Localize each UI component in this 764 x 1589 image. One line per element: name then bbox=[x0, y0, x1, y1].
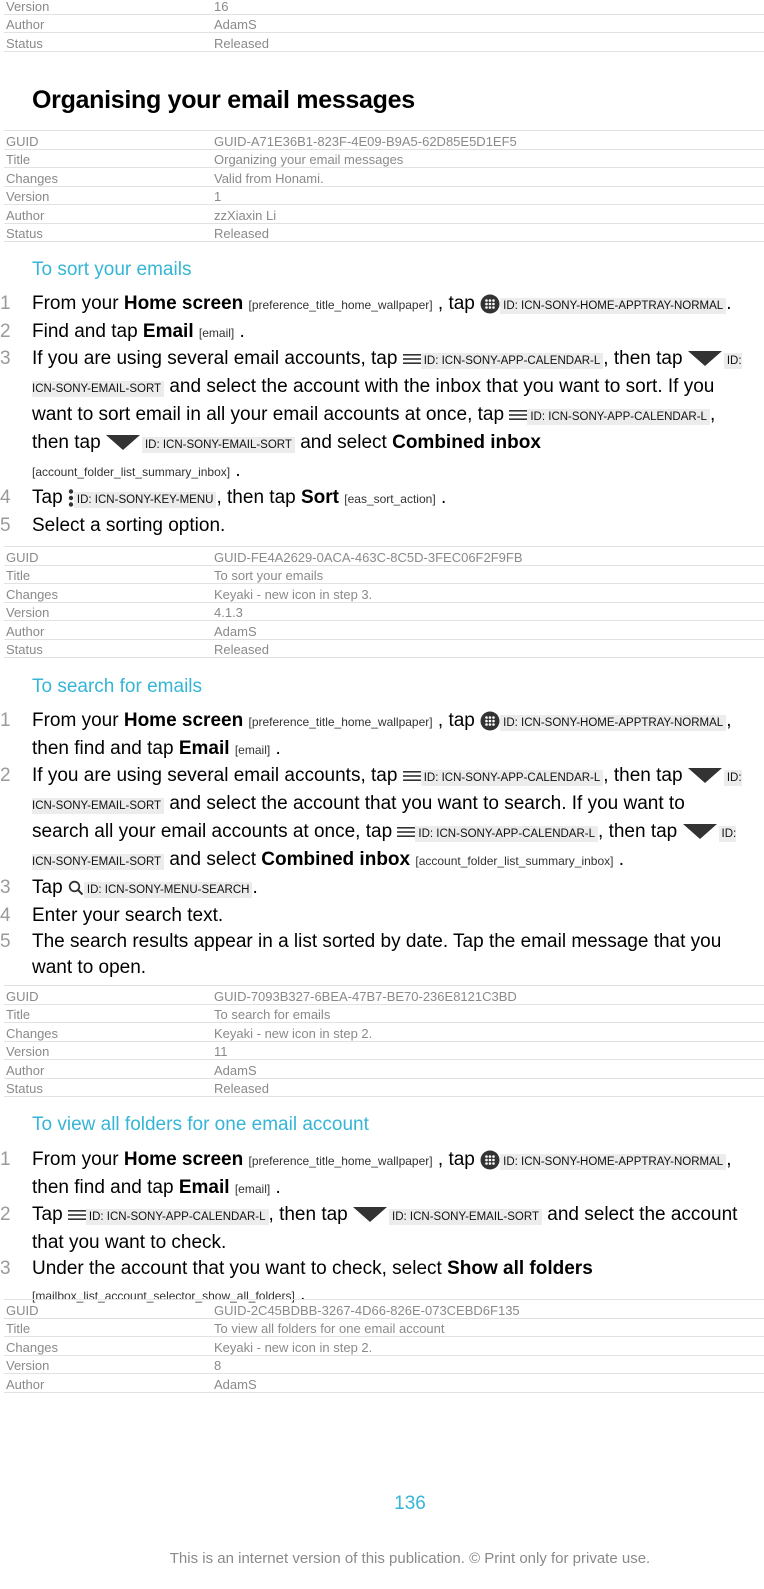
step-text: If you are using several email accounts, tap bbox=[32, 348, 398, 369]
step-text: , bbox=[598, 821, 604, 842]
table-row bbox=[4, 639, 764, 658]
step-text: If you are using several email accounts, tap bbox=[32, 765, 398, 786]
step-text: , then find and tap bbox=[32, 1149, 732, 1198]
string-ref: [account_folder_list_summary_inbox] bbox=[415, 854, 614, 868]
step bbox=[0, 319, 764, 346]
sort-metadata-table bbox=[4, 546, 764, 658]
table-row bbox=[4, 0, 764, 14]
table-row bbox=[4, 547, 764, 566]
string-ref: [preference_title_home_wallpaper] bbox=[248, 715, 433, 729]
step-number: 3 bbox=[0, 348, 11, 369]
table-row bbox=[4, 1318, 764, 1337]
ui-label: Email bbox=[142, 321, 194, 342]
calendar-list-icon bbox=[397, 825, 415, 839]
step-number: 5 bbox=[0, 931, 11, 952]
search-metadata-table bbox=[4, 985, 764, 1097]
search-steps bbox=[0, 708, 764, 981]
apptray-icon bbox=[480, 294, 500, 314]
table-value: To search for emails bbox=[212, 1004, 764, 1023]
table-value: GUID-A71E36B1-823F-4E09-B9A5-62D85E5D1EF5 bbox=[212, 131, 764, 150]
step bbox=[0, 763, 764, 875]
string-ref: [mailbox_list_account_selector_show_all_folders] bbox=[32, 1289, 295, 1303]
apptray-icon bbox=[480, 1150, 500, 1170]
ui-label: Combined inbox bbox=[261, 849, 411, 870]
table-row bbox=[4, 168, 764, 187]
table-key: Changes bbox=[4, 1337, 212, 1356]
section-title-folders: To view all folders for one email account bbox=[32, 1114, 369, 1135]
table-value: AdamS bbox=[212, 1374, 764, 1393]
table-value: Keyaki - new icon in step 3. bbox=[212, 584, 764, 603]
step-text: From your bbox=[32, 293, 119, 314]
icon-id-label: ID: ICN-SONY-APP-CALENDAR-L bbox=[86, 1209, 269, 1225]
step-number: 1 bbox=[0, 710, 11, 731]
table-key: GUID bbox=[4, 547, 212, 566]
string-ref: [email] bbox=[234, 743, 271, 757]
step-text: and select the account with the inbox that you want to sort. If you want to sort email in all your email accounts at once, tap bbox=[32, 376, 715, 425]
step bbox=[0, 1147, 764, 1202]
string-ref: [account_folder_list_summary_inbox] bbox=[32, 465, 231, 479]
icon-id-label: ID: ICN-SONY-HOME-APPTRAY-NORMAL bbox=[500, 1154, 726, 1170]
string-ref: [eas_sort_action] bbox=[344, 492, 436, 506]
table-row bbox=[4, 1023, 764, 1042]
calendar-list-icon bbox=[403, 769, 421, 783]
step bbox=[0, 875, 764, 903]
icon-id-label: ID: ICN-SONY-APP-CALENDAR-L bbox=[421, 770, 604, 786]
table-value: 11 bbox=[212, 1041, 764, 1060]
step-text: . bbox=[235, 460, 241, 481]
footer-notice: This is an internet version of this publication. © Print only for private use. bbox=[169, 1550, 651, 1567]
step bbox=[0, 485, 764, 513]
table-value: 1 bbox=[212, 186, 764, 205]
table-value: GUID-2C45BDBB-3267-4D66-826E-073CEBD6F135 bbox=[212, 1300, 764, 1319]
table-value: 16 bbox=[212, 0, 764, 14]
step-text: and select bbox=[169, 849, 256, 870]
table-key: GUID bbox=[4, 1300, 212, 1319]
step-text: The search results appear in a list sorted by date. Tap the email message that you want to open. bbox=[32, 931, 722, 978]
section-title-search: To search for emails bbox=[32, 676, 203, 697]
table-value: 4.1.3 bbox=[212, 602, 764, 621]
table-value: To sort your emails bbox=[212, 565, 764, 584]
step-text: , then tap bbox=[216, 487, 296, 508]
step-text: , tap bbox=[437, 293, 475, 314]
table-key: GUID bbox=[4, 986, 212, 1005]
email-sort-icon bbox=[683, 824, 717, 839]
table-key: Version bbox=[4, 1041, 212, 1060]
step-number: 4 bbox=[0, 487, 11, 508]
step bbox=[0, 513, 764, 539]
step-text: , then tap bbox=[603, 348, 683, 369]
icon-id-label: ID: ICN-SONY-EMAIL-SORT bbox=[32, 828, 737, 868]
table-value: Released bbox=[212, 33, 764, 52]
step-text: . bbox=[300, 1284, 306, 1305]
table-key: Author bbox=[4, 205, 212, 224]
step-text: From your bbox=[32, 710, 119, 731]
icon-id-label: ID: ICN-SONY-EMAIL-SORT bbox=[32, 355, 742, 395]
table-row bbox=[4, 149, 764, 168]
table-row bbox=[4, 584, 764, 603]
search-icon bbox=[68, 880, 84, 896]
section-title-sort: To sort your emails bbox=[32, 259, 192, 280]
step-number: 2 bbox=[0, 765, 11, 786]
table-key: GUID bbox=[4, 131, 212, 150]
table-row bbox=[4, 1004, 764, 1023]
ui-label: Show all folders bbox=[447, 1258, 593, 1279]
table-row bbox=[4, 1300, 764, 1319]
apptray-icon bbox=[480, 711, 500, 731]
icon-id-label: ID: ICN-SONY-APP-CALENDAR-L bbox=[527, 409, 710, 425]
step-text: Tap bbox=[32, 487, 63, 508]
table-row bbox=[4, 621, 764, 640]
table-row bbox=[4, 1337, 764, 1356]
step-text: Tap bbox=[32, 877, 63, 898]
table-value: GUID-7093B327-6BEA-47B7-BE70-236E8121C3BD bbox=[212, 986, 764, 1005]
step bbox=[0, 346, 764, 485]
calendar-list-icon bbox=[509, 408, 527, 422]
table-value: Keyaki - new icon in step 2. bbox=[212, 1337, 764, 1356]
step-number: 1 bbox=[0, 293, 11, 314]
table-value: Released bbox=[212, 639, 764, 658]
step-text: Find and tap bbox=[32, 321, 138, 342]
step-number: 1 bbox=[0, 1149, 11, 1170]
step-text: . bbox=[618, 849, 625, 870]
step-number: 4 bbox=[0, 905, 11, 926]
table-row bbox=[4, 602, 764, 621]
calendar-list-icon bbox=[403, 352, 421, 366]
table-value: AdamS bbox=[212, 621, 764, 640]
table-row bbox=[4, 1060, 764, 1079]
table-key: Version bbox=[4, 602, 212, 621]
table-key: Author bbox=[4, 621, 212, 640]
table-row bbox=[4, 14, 764, 33]
table-row bbox=[4, 223, 764, 242]
step-text: and select bbox=[300, 432, 387, 453]
step-number: 5 bbox=[0, 515, 11, 536]
calendar-list-icon bbox=[68, 1208, 86, 1222]
heading-metadata-table bbox=[4, 130, 764, 242]
table-key: Version bbox=[4, 186, 212, 205]
step-text: . bbox=[252, 877, 258, 898]
email-sort-icon bbox=[353, 1207, 387, 1222]
step-text: , then tap bbox=[32, 404, 716, 453]
icon-id-label: ID: ICN-SONY-EMAIL-SORT bbox=[389, 1209, 542, 1225]
step-text: From your bbox=[32, 1149, 119, 1170]
table-value: Organizing your email messages bbox=[212, 149, 764, 168]
table-value: Released bbox=[212, 223, 764, 242]
table-key: Title bbox=[4, 1004, 212, 1023]
table-key: Version bbox=[4, 1355, 212, 1374]
icon-id-label: ID: ICN-SONY-APP-CALENDAR-L bbox=[421, 353, 604, 369]
step-text: , then find and tap bbox=[32, 710, 732, 759]
step-text: Enter your search text. bbox=[32, 905, 224, 926]
ui-label: Email bbox=[178, 1177, 230, 1198]
page-number: 136 bbox=[394, 1493, 426, 1514]
email-sort-icon bbox=[688, 768, 722, 783]
step-text: , then tap bbox=[268, 1204, 348, 1225]
string-ref: [email] bbox=[198, 326, 235, 340]
step-number: 2 bbox=[0, 1204, 11, 1225]
table-key: Author bbox=[4, 1374, 212, 1393]
ui-label: Sort bbox=[300, 487, 339, 508]
table-value: Released bbox=[212, 1078, 764, 1097]
step-text: then tap bbox=[608, 821, 678, 842]
step-text: Select a sorting option. bbox=[32, 515, 226, 536]
sort-steps bbox=[0, 291, 764, 539]
table-key: Author bbox=[4, 1060, 212, 1079]
icon-id-label: ID: ICN-SONY-MENU-SEARCH bbox=[84, 882, 253, 898]
step-text: . bbox=[726, 293, 732, 314]
step-text: , then tap bbox=[603, 765, 683, 786]
table-key: Status bbox=[4, 1078, 212, 1097]
icon-id-label: ID: ICN-SONY-HOME-APPTRAY-NORMAL bbox=[500, 298, 726, 314]
icon-id-label: ID: ICN-SONY-APP-CALENDAR-L bbox=[415, 826, 598, 842]
table-row bbox=[4, 1078, 764, 1097]
table-row bbox=[4, 205, 764, 224]
folders-steps bbox=[0, 1147, 764, 1309]
table-row bbox=[4, 1041, 764, 1060]
table-key: Status bbox=[4, 223, 212, 242]
table-value: Keyaki - new icon in step 2. bbox=[212, 1023, 764, 1042]
step-text: , tap bbox=[437, 1149, 475, 1170]
table-key: Title bbox=[4, 565, 212, 584]
step-text: and select the account that you want to search. If you want to search all your email accounts at once, tap bbox=[32, 793, 685, 842]
table-row bbox=[4, 1374, 764, 1393]
ui-label: Home screen bbox=[123, 293, 244, 314]
step-text: Under the account that you want to check, select bbox=[32, 1258, 442, 1279]
step bbox=[0, 903, 764, 929]
step-number: 3 bbox=[0, 1258, 11, 1279]
table-row bbox=[4, 1355, 764, 1374]
step bbox=[0, 291, 764, 319]
page-title: Organising your email messages bbox=[32, 86, 415, 114]
step-text: . bbox=[275, 738, 281, 759]
step bbox=[0, 1202, 764, 1256]
table-row bbox=[4, 33, 764, 52]
icon-id-label: ID: ICN-SONY-HOME-APPTRAY-NORMAL bbox=[500, 715, 726, 731]
table-value: AdamS bbox=[212, 14, 764, 33]
table-key: Changes bbox=[4, 584, 212, 603]
icon-id-label: ID: ICN-SONY-KEY-MENU bbox=[74, 492, 217, 508]
table-key: Title bbox=[4, 149, 212, 168]
ui-label: Home screen bbox=[123, 710, 244, 731]
table-key: Changes bbox=[4, 1023, 212, 1042]
step-number: 3 bbox=[0, 877, 11, 898]
string-ref: [preference_title_home_wallpaper] bbox=[248, 298, 433, 312]
ui-label: Home screen bbox=[123, 1149, 244, 1170]
top-metadata-table bbox=[4, 0, 764, 52]
table-key: Version bbox=[4, 0, 212, 14]
table-key: Changes bbox=[4, 168, 212, 187]
table-value: AdamS bbox=[212, 1060, 764, 1079]
step-text: . bbox=[239, 321, 245, 342]
folders-metadata-table bbox=[4, 1299, 764, 1393]
table-value: zzXiaxin Li bbox=[212, 205, 764, 224]
step-text: . bbox=[275, 1177, 281, 1198]
icon-id-label: ID: ICN-SONY-EMAIL-SORT bbox=[142, 437, 295, 453]
table-row bbox=[4, 986, 764, 1005]
step-text: . bbox=[440, 487, 447, 508]
email-sort-icon bbox=[106, 435, 140, 450]
table-row bbox=[4, 186, 764, 205]
icon-id-label: ID: ICN-SONY-EMAIL-SORT bbox=[32, 772, 742, 812]
step bbox=[0, 929, 764, 981]
step-text: and select the account that you want to check. bbox=[32, 1204, 738, 1253]
table-key: Author bbox=[4, 14, 212, 33]
table-value: GUID-FE4A2629-0ACA-463C-8C5D-3FEC06F2F9FB bbox=[212, 547, 764, 566]
table-key: Title bbox=[4, 1318, 212, 1337]
string-ref: [email] bbox=[234, 1182, 271, 1196]
step bbox=[0, 708, 764, 763]
table-value: 8 bbox=[212, 1355, 764, 1374]
ui-label: Email bbox=[178, 738, 230, 759]
table-key: Status bbox=[4, 639, 212, 658]
table-value: Valid from Honami. bbox=[212, 168, 764, 187]
table-row bbox=[4, 131, 764, 150]
ui-label: Combined inbox bbox=[392, 432, 541, 453]
step-number: 2 bbox=[0, 321, 11, 342]
step-text: , tap bbox=[437, 710, 475, 731]
table-key: Status bbox=[4, 33, 212, 52]
step-text: Tap bbox=[32, 1204, 63, 1225]
string-ref: [preference_title_home_wallpaper] bbox=[248, 1154, 433, 1168]
table-value: To view all folders for one email account bbox=[212, 1318, 764, 1337]
email-sort-icon bbox=[688, 351, 722, 366]
table-row bbox=[4, 565, 764, 584]
